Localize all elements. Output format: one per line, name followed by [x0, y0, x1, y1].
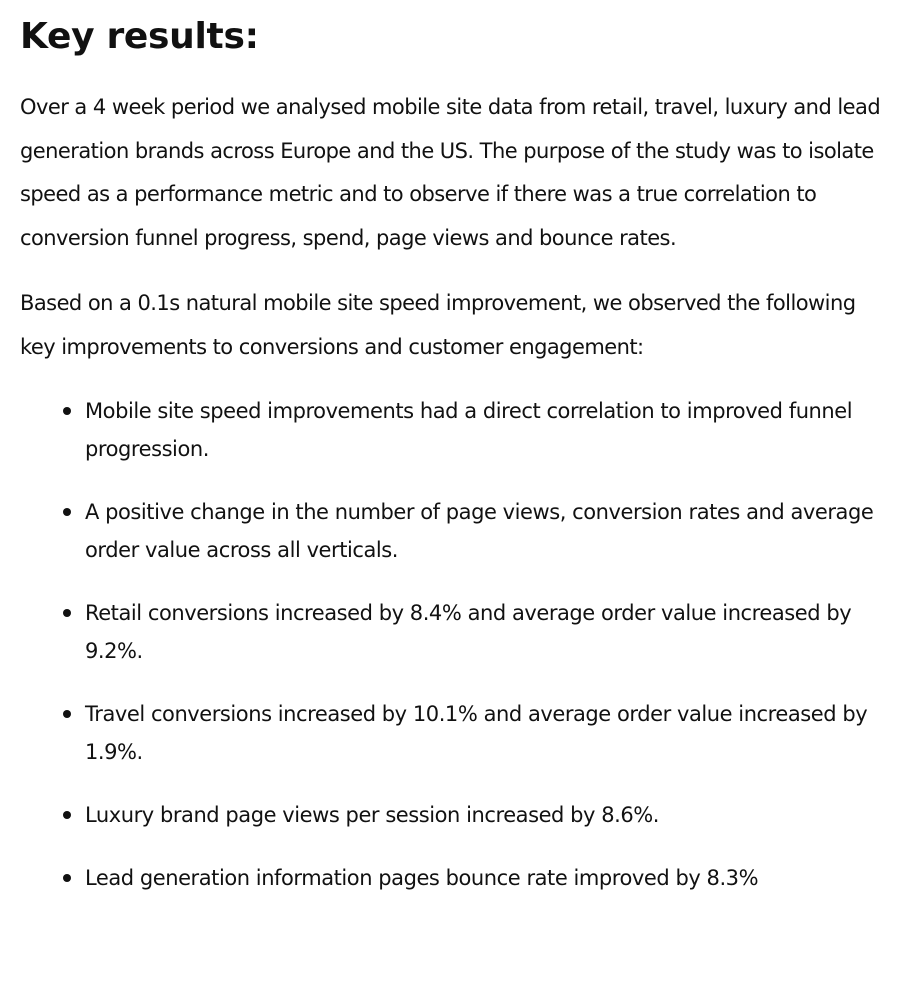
bullet-icon: [63, 609, 71, 617]
list-item-text: Mobile site speed improvements had a direct correlation to improved funnel progression.: [85, 398, 853, 461]
list-item-text: Lead generation information pages bounce rate improved by 8.3%: [85, 865, 759, 890]
list-item-text: Luxury brand page views per session increased by 8.6%.: [85, 802, 660, 827]
list-item: [85, 493, 893, 569]
list-item-text: Travel conversions increased by 10.1% and average order value increased by 1.9%.: [85, 701, 868, 764]
list-item-text: A positive change in the number of page views, conversion rates and average order value across all verticals.: [85, 499, 874, 562]
list-item: [85, 695, 893, 771]
lead-in-paragraph: Based on a 0.1s natural mobile site speed improvement, we observed the following key improvements to conversions and customer engagement:: [20, 291, 856, 359]
intro-paragraph: Over a 4 week period we analysed mobile site data from retail, travel, luxury and lead generation brands across Europe and the US. The purpose of the study was to isolate speed as a performance metric and to observe if there was a true correlation to conversion funnel progress, spend, page views and bounce rates.: [20, 95, 881, 250]
bullet-icon: [63, 811, 71, 819]
bullet-icon: [63, 874, 71, 882]
section-heading: Key results:: [20, 16, 259, 57]
bullet-icon: [63, 407, 71, 415]
bullet-icon: [63, 710, 71, 718]
list-item: [85, 796, 893, 834]
results-list: [20, 392, 893, 897]
list-item: [85, 859, 893, 897]
list-item: [85, 392, 893, 468]
list-item: [85, 594, 893, 670]
bullet-icon: [63, 508, 71, 516]
list-item-text: Retail conversions increased by 8.4% and average order value increased by 9.2%.: [85, 600, 852, 663]
